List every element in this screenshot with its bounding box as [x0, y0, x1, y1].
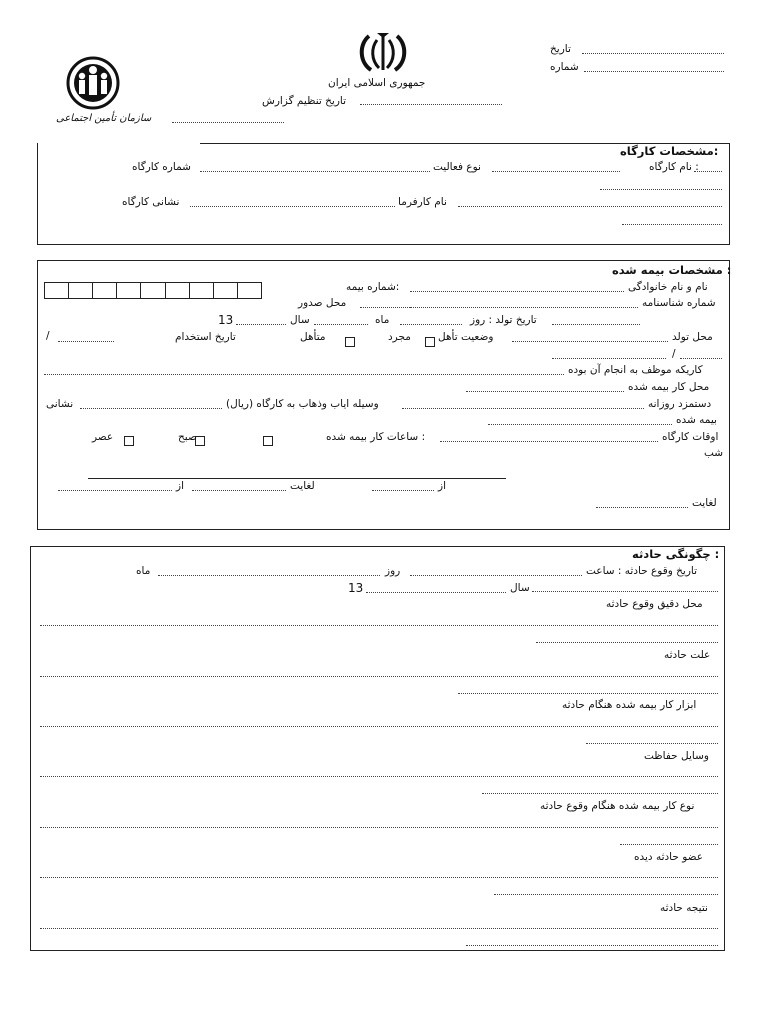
- hours-separator-line: [88, 478, 506, 479]
- birth-date-label: تاریخ تولد : روز: [470, 314, 537, 326]
- accident-cause-field[interactable]: [40, 676, 718, 677]
- republic-title: جمهوری اسلامی ایران: [328, 77, 426, 89]
- number-field[interactable]: [584, 71, 724, 72]
- accident-place-label: محل دقیق وقوع حادثه: [606, 598, 703, 610]
- accident-place-field-2[interactable]: [536, 642, 718, 643]
- birth-year-prefix: 13: [218, 313, 234, 327]
- address-label: نشانی: [46, 398, 74, 410]
- accident-hour-field[interactable]: [410, 575, 582, 576]
- duty-field[interactable]: [44, 374, 564, 375]
- accident-result-field-2[interactable]: [466, 945, 718, 946]
- tools-field-2[interactable]: [586, 743, 718, 744]
- rial-transport-label: (ریال) وسیله ایاب وذهاب به کارگاه: [226, 398, 379, 410]
- from-field-2[interactable]: [58, 490, 172, 491]
- birth-place-field[interactable]: [512, 341, 668, 342]
- accident-result-label: نتیجه حادثه: [660, 902, 708, 914]
- organization-name: سازمان تأمین اجتماعی: [56, 113, 152, 124]
- accident-month-label: ماه: [136, 565, 151, 577]
- to-field[interactable]: [192, 490, 286, 491]
- workshop-hours-label: اوقات کارگاه: [662, 431, 719, 443]
- from-label: از: [438, 480, 446, 492]
- accident-year-field[interactable]: [366, 592, 506, 593]
- address-label-2: بیمه شده: [676, 414, 717, 426]
- iran-emblem-icon: [355, 30, 411, 76]
- hire-date-field[interactable]: [58, 341, 114, 342]
- protection-field-2[interactable]: [482, 793, 718, 794]
- accident-year-prefix: 13: [348, 581, 364, 595]
- workshop-address-field[interactable]: [190, 206, 395, 207]
- workplace-field[interactable]: [466, 391, 624, 392]
- employer-name-field[interactable]: [458, 206, 722, 207]
- night-checkbox[interactable]: [263, 436, 273, 446]
- report-date-field-2[interactable]: [172, 122, 284, 123]
- accident-cause-label: علت حادثه: [664, 649, 711, 661]
- birth-year-field-2[interactable]: [236, 324, 286, 325]
- work-type-field[interactable]: [40, 827, 718, 828]
- activity-type-label: نوع فعالیت: [433, 161, 481, 173]
- hire-date-field-2[interactable]: [552, 358, 666, 359]
- workshop-title: مشخصات کارگاه:: [620, 144, 719, 158]
- address-field[interactable]: [488, 424, 672, 425]
- protection-label: وسایل حفاظت: [644, 750, 709, 762]
- workshop-address-label: نشانی کارگاه: [122, 196, 180, 208]
- injured-part-label: عضو حادثه دیده: [634, 851, 703, 863]
- tamin-ejtemaei-emblem-icon: [62, 56, 124, 110]
- transport-field[interactable]: [80, 408, 222, 409]
- fullname-field[interactable]: [410, 291, 624, 292]
- tools-field[interactable]: [40, 726, 718, 727]
- tools-label: ابزار کار بیمه شده هنگام حادثه: [562, 699, 697, 711]
- work-type-field-2[interactable]: [620, 844, 718, 845]
- birth-year-field[interactable]: [314, 324, 368, 325]
- hire-date-slash-2: /: [672, 348, 676, 360]
- daily-wage-label: دستمزد روزانه: [648, 398, 712, 410]
- injured-part-field-2[interactable]: [494, 894, 718, 895]
- accident-place-field[interactable]: [40, 625, 718, 626]
- hire-date-field-3[interactable]: [680, 358, 722, 359]
- insurance-number-boxes[interactable]: [44, 282, 262, 299]
- single-label: مجرد: [388, 331, 411, 343]
- issue-place-field[interactable]: [360, 307, 410, 308]
- birth-place-label: محل تولد: [672, 331, 713, 343]
- evening-label: عصر: [92, 431, 114, 443]
- work-type-label: نوع کار بیمه شده هنگام وقوع حادثه: [540, 800, 695, 812]
- id-number-label: شماره شناسنامه: [642, 297, 716, 309]
- fullname-label: نام و نام خانوادگی: [628, 281, 708, 293]
- workshop-name-label: نام کارگاه :: [649, 161, 699, 173]
- workshop-number-label: شماره کارگاه: [132, 161, 191, 173]
- birth-day-field[interactable]: [552, 324, 640, 325]
- birth-year-label: سال: [290, 314, 310, 326]
- birth-month-label: ماه: [375, 314, 390, 326]
- evening-checkbox[interactable]: [124, 436, 134, 446]
- married-label: متأهل: [300, 331, 326, 343]
- morning-label: صبح: [178, 431, 197, 443]
- accident-month-field[interactable]: [532, 591, 718, 592]
- workshop-name-field-2[interactable]: [694, 171, 722, 172]
- date-field[interactable]: [582, 53, 724, 54]
- single-checkbox[interactable]: [425, 337, 435, 347]
- birth-month-field[interactable]: [400, 324, 462, 325]
- id-number-field[interactable]: [410, 307, 638, 308]
- employer-name-label: نام کارفرما: [398, 196, 447, 208]
- insurance-number-label: شماره بیمه:: [346, 281, 400, 293]
- workshop-address-field-2[interactable]: [622, 224, 722, 225]
- workshop-name-field[interactable]: [492, 171, 620, 172]
- injured-part-field[interactable]: [40, 877, 718, 878]
- hire-date-slash: /: [46, 330, 50, 342]
- date-label: تاریخ: [550, 43, 571, 55]
- workshop-hours-field[interactable]: [440, 441, 658, 442]
- daily-wage-field[interactable]: [402, 408, 644, 409]
- accident-datetime-label: تاریخ وقوع حادثه : ساعت: [586, 565, 698, 577]
- from-label-2: از: [176, 480, 184, 492]
- work-hours-label: ساعات کار بیمه شده :: [326, 431, 426, 443]
- organization-logo: [56, 56, 152, 134]
- night-label: شب: [704, 447, 724, 459]
- accident-result-field[interactable]: [40, 928, 718, 929]
- accident-cause-field-2[interactable]: [458, 693, 718, 694]
- report-date-field[interactable]: [360, 104, 502, 105]
- report-date-label: تاریخ تنظیم گزارش: [262, 95, 347, 107]
- married-checkbox[interactable]: [345, 337, 355, 347]
- issue-place-label: محل صدور: [298, 297, 347, 309]
- to-label: لغایت: [290, 480, 315, 492]
- accident-day-field[interactable]: [158, 575, 380, 576]
- to-field-2[interactable]: [596, 507, 688, 508]
- number-label: شماره: [550, 61, 579, 73]
- protection-field[interactable]: [40, 776, 718, 777]
- duty-label: کاریکه موظف به انجام آن بوده: [568, 364, 703, 376]
- activity-type-field[interactable]: [200, 171, 430, 172]
- workplace-label: محل کار بیمه شده: [628, 381, 710, 393]
- insured-title: مشخصات بیمه شده :: [612, 263, 732, 277]
- workshop-section: [37, 143, 730, 245]
- from-field[interactable]: [372, 490, 434, 491]
- accident-title: چگونگی حادثه :: [632, 547, 720, 561]
- accident-year-label: سال: [510, 582, 530, 594]
- accident-day-label: روز: [385, 565, 401, 577]
- to-label-2: لغایت: [692, 497, 717, 509]
- workshop-number-field-2[interactable]: [600, 189, 722, 190]
- marital-status-label: وضعیت تأهل: [438, 331, 494, 343]
- hire-date-label: تاریخ استخدام: [175, 331, 236, 343]
